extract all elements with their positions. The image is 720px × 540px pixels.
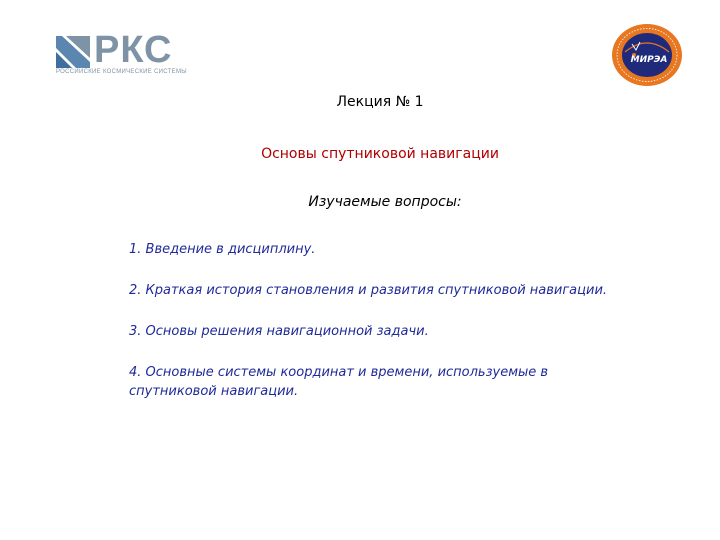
rks-tagline: РОССИЙСКИЕ КОСМИЧЕСКИЕ СИСТЕМЫ	[56, 69, 187, 75]
question-item: 3. Основы решения навигационной задачи.	[129, 324, 429, 339]
lecture-subtitle: Основы спутниковой навигации	[261, 146, 499, 162]
questions-list	[129, 240, 639, 423]
question-item: 2. Краткая история становления и развития спутниковой навигации.	[129, 283, 608, 298]
question-item: 4. Основные системы координат и времени, используемые в спутниковой навигации.	[129, 365, 549, 399]
questions-heading: Изучаемые вопросы:	[308, 194, 462, 210]
lecture-title: Лекция № 1	[336, 94, 424, 110]
question-item: 1. Введение в дисциплину.	[129, 242, 316, 257]
rks-logo	[56, 28, 196, 80]
mirea-logo-text: МИРЭА	[630, 55, 668, 65]
rks-wordmark: РКС	[94, 29, 173, 71]
rks-logo-mark-icon	[56, 34, 90, 68]
mirea-logo	[610, 22, 684, 88]
